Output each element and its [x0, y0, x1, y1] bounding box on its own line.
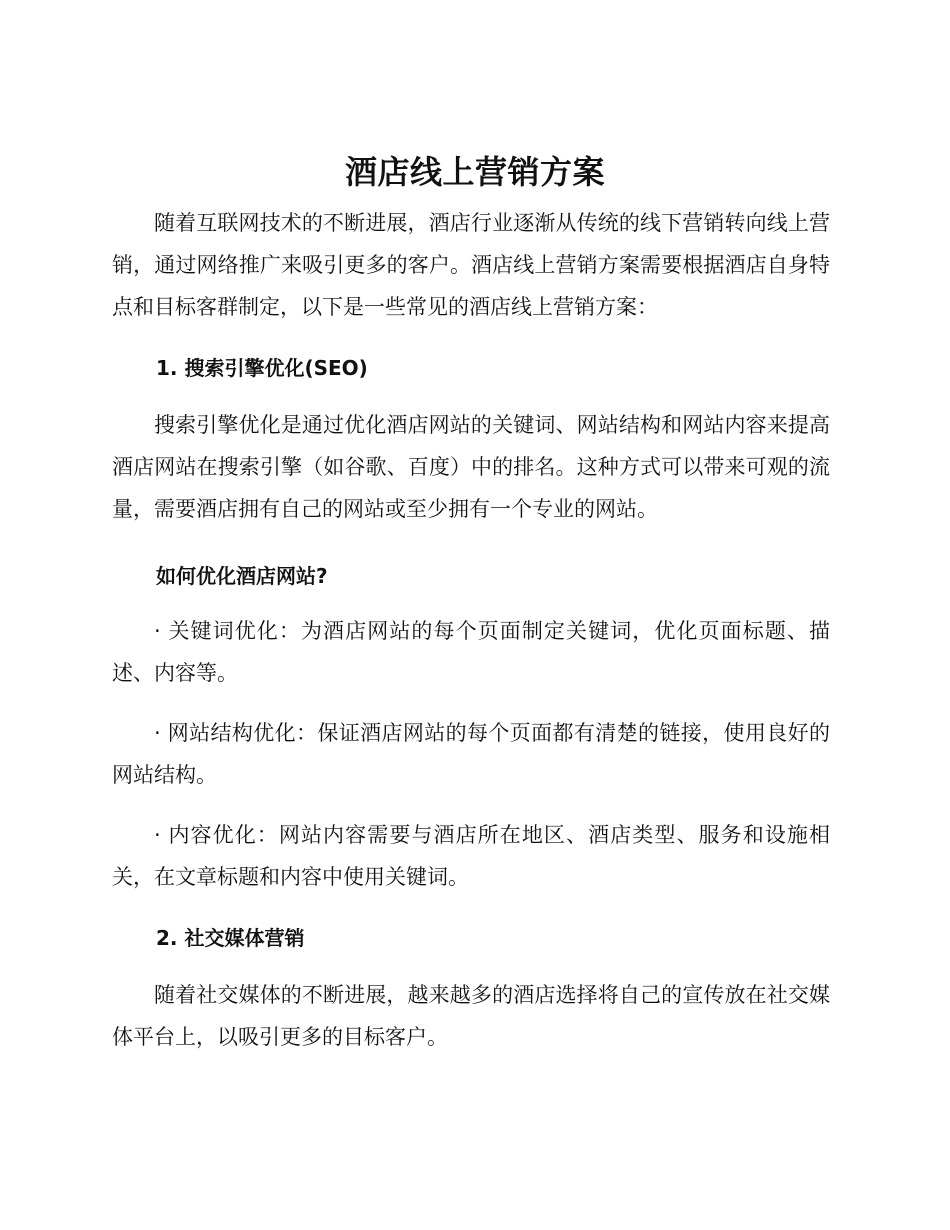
section-heading-social-media: 2. 社交媒体营销 [156, 926, 305, 950]
bullet-structure-optimization: · 网站结构优化：保证酒店网站的每个页面都有清楚的链接，使用良好的网站结构。 [112, 721, 830, 787]
document-title: 酒店线上营销方案 [344, 153, 605, 191]
intro-paragraph: 随着互联网技术的不断进展，酒店行业逐渐从传统的线下营销转向线上营销，通过网络推广来吸引更多的客户。酒店线上营销方案需要根据酒店自身特点和目标客群制定，以下是一些常见的酒店线上营销方案： [112, 211, 830, 319]
section-heading-seo: 1. 搜索引擎优化(SEO) [156, 356, 368, 380]
bullet-content-optimization: · 内容优化：网站内容需要与酒店所在地区、酒店类型、服务和设施相关，在文章标题和内容中使用关键词。 [112, 823, 830, 889]
bullet-keyword-optimization: · 关键词优化：为酒店网站的每个页面制定关键词，优化页面标题、描述、内容等。 [112, 619, 830, 685]
subheading-optimize-site: 如何优化酒店网站? [156, 564, 328, 588]
seo-paragraph: 搜索引擎优化是通过优化酒店网站的关键词、网站结构和网站内容来提高酒店网站在搜索引擎（如谷歌、百度）中的排名。这种方式可以带来可观的流量，需要酒店拥有自己的网站或至少拥有一个专业的网站。 [112, 413, 830, 521]
social-media-paragraph: 随着社交媒体的不断进展，越来越多的酒店选择将自己的宣传放在社交媒体平台上，以吸引更多的目标客户。 [112, 983, 830, 1049]
